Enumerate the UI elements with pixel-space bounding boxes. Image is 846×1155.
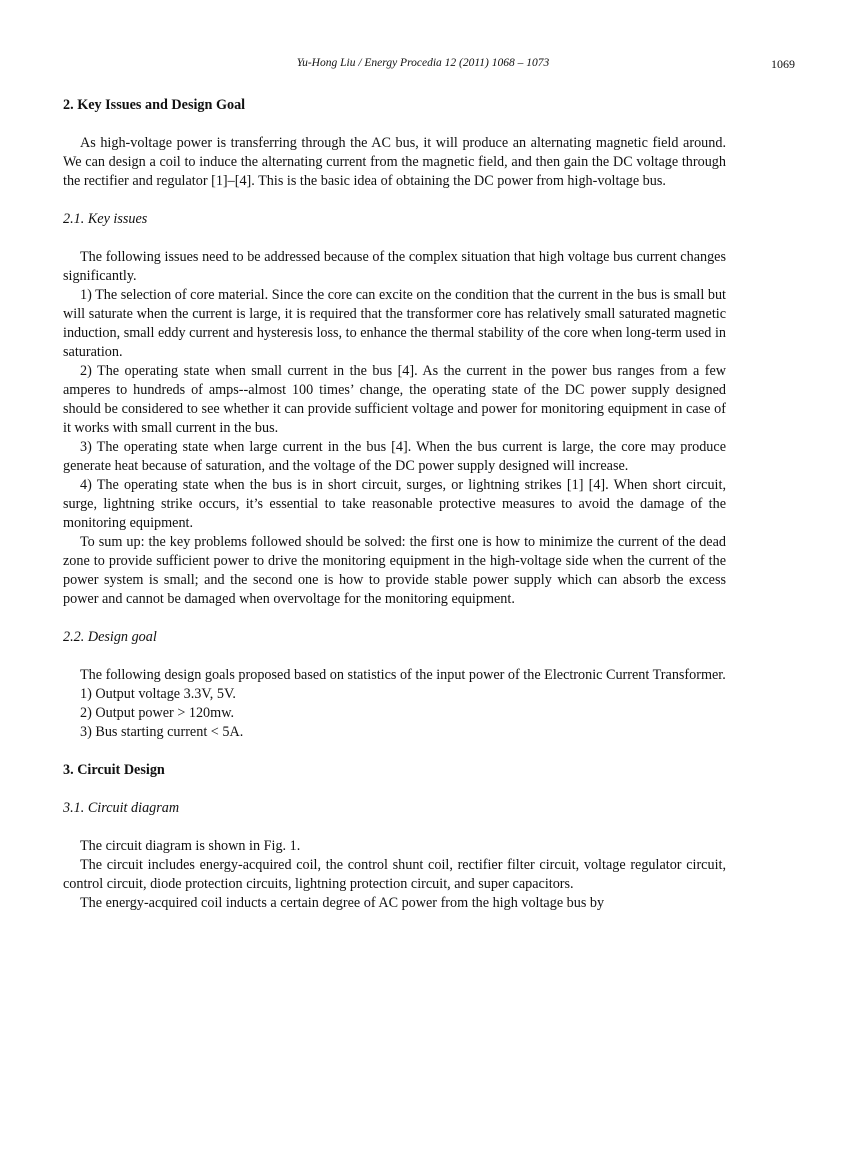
article-body bbox=[63, 96, 726, 913]
paragraph: The following design goals proposed based on statistics of the input power of the Electronic Current Transformer. bbox=[80, 667, 726, 683]
page-number: 1069 bbox=[771, 57, 795, 71]
list-item: 2) Output power > 120mw. bbox=[80, 705, 235, 721]
subsection-3-1-heading: 3.1. Circuit diagram bbox=[63, 800, 180, 816]
section-3-heading: 3. Circuit Design bbox=[63, 762, 165, 778]
list-item: 1) Output voltage 3.3V, 5V. bbox=[80, 686, 236, 702]
paragraph: 2) The operating state when small current in the bus [4]. As the current in the power bus ranges from a few amperes to hundreds of amps--almost 100 times’ change, the operating state of the DC power supply designed should be considered to see whether it can provide sufficient voltage and power for monitoring equipment in case of it works with small current in the bus. bbox=[63, 363, 726, 436]
paragraph: 1) The selection of core material. Since the core can excite on the condition that the current in the bus is small but will saturate when the current is large, it is required that the transformer core has relatively small saturated magnetic induction, small eddy current and hysteresis loss, to enhance the thermal stability of the core when long-term used in saturation. bbox=[63, 287, 726, 360]
subsection-2-1-heading: 2.1. Key issues bbox=[63, 211, 148, 227]
list-item: 3) Bus starting current < 5A. bbox=[80, 724, 244, 740]
paragraph: The energy-acquired coil inducts a certain degree of AC power from the high voltage bus by bbox=[80, 895, 605, 911]
running-head bbox=[0, 57, 846, 69]
section-2-intro-paragraph: As high-voltage power is transferring through the AC bus, it will produce an alternating magnetic field around. We can design a coil to induce the alternating current from the magnetic field, and then gain the DC voltage through the rectifier and regulator [1]–[4]. This is the basic idea of obtaining the DC power from high-voltage bus. bbox=[63, 135, 726, 189]
paragraph: To sum up: the key problems followed should be solved: the first one is how to minimize the current of the dead zone to provide sufficient power to drive the monitoring equipment in the high-voltage side when the current of the power system is small; and the second one is how to provide stable power supply which can absorb the excess power and cannot be damaged when overvoltage for the monitoring equipment. bbox=[63, 534, 726, 607]
running-title: Yu-Hong Liu / Energy Procedia 12 (2011) 1068 – 1073 bbox=[296, 57, 550, 69]
paragraph: 4) The operating state when the bus is in short circuit, surges, or lightning strikes [1] [4]. When short circuit, surge, lightning strike occurs, it’s essential to take reasonable protective measures to avoid the damage of the monitoring equipment. bbox=[63, 477, 726, 531]
paragraph: The circuit includes energy-acquired coil, the control shunt coil, rectifier filter circuit, voltage regulator circuit, control circuit, diode protection circuits, lightning protection circuit, and super capacitors. bbox=[63, 857, 726, 892]
paragraph: 3) The operating state when large current in the bus [4]. When the bus current is large, the core may produce generate heat because of saturation, and the voltage of the DC power supply designed will increase. bbox=[63, 439, 726, 474]
paragraph: The following issues need to be addressed because of the complex situation that high voltage bus current changes significantly. bbox=[63, 249, 726, 284]
subsection-2-2-heading: 2.2. Design goal bbox=[63, 629, 157, 645]
paragraph: The circuit diagram is shown in Fig. 1. bbox=[80, 838, 301, 854]
section-2-heading: 2. Key Issues and Design Goal bbox=[63, 97, 246, 113]
